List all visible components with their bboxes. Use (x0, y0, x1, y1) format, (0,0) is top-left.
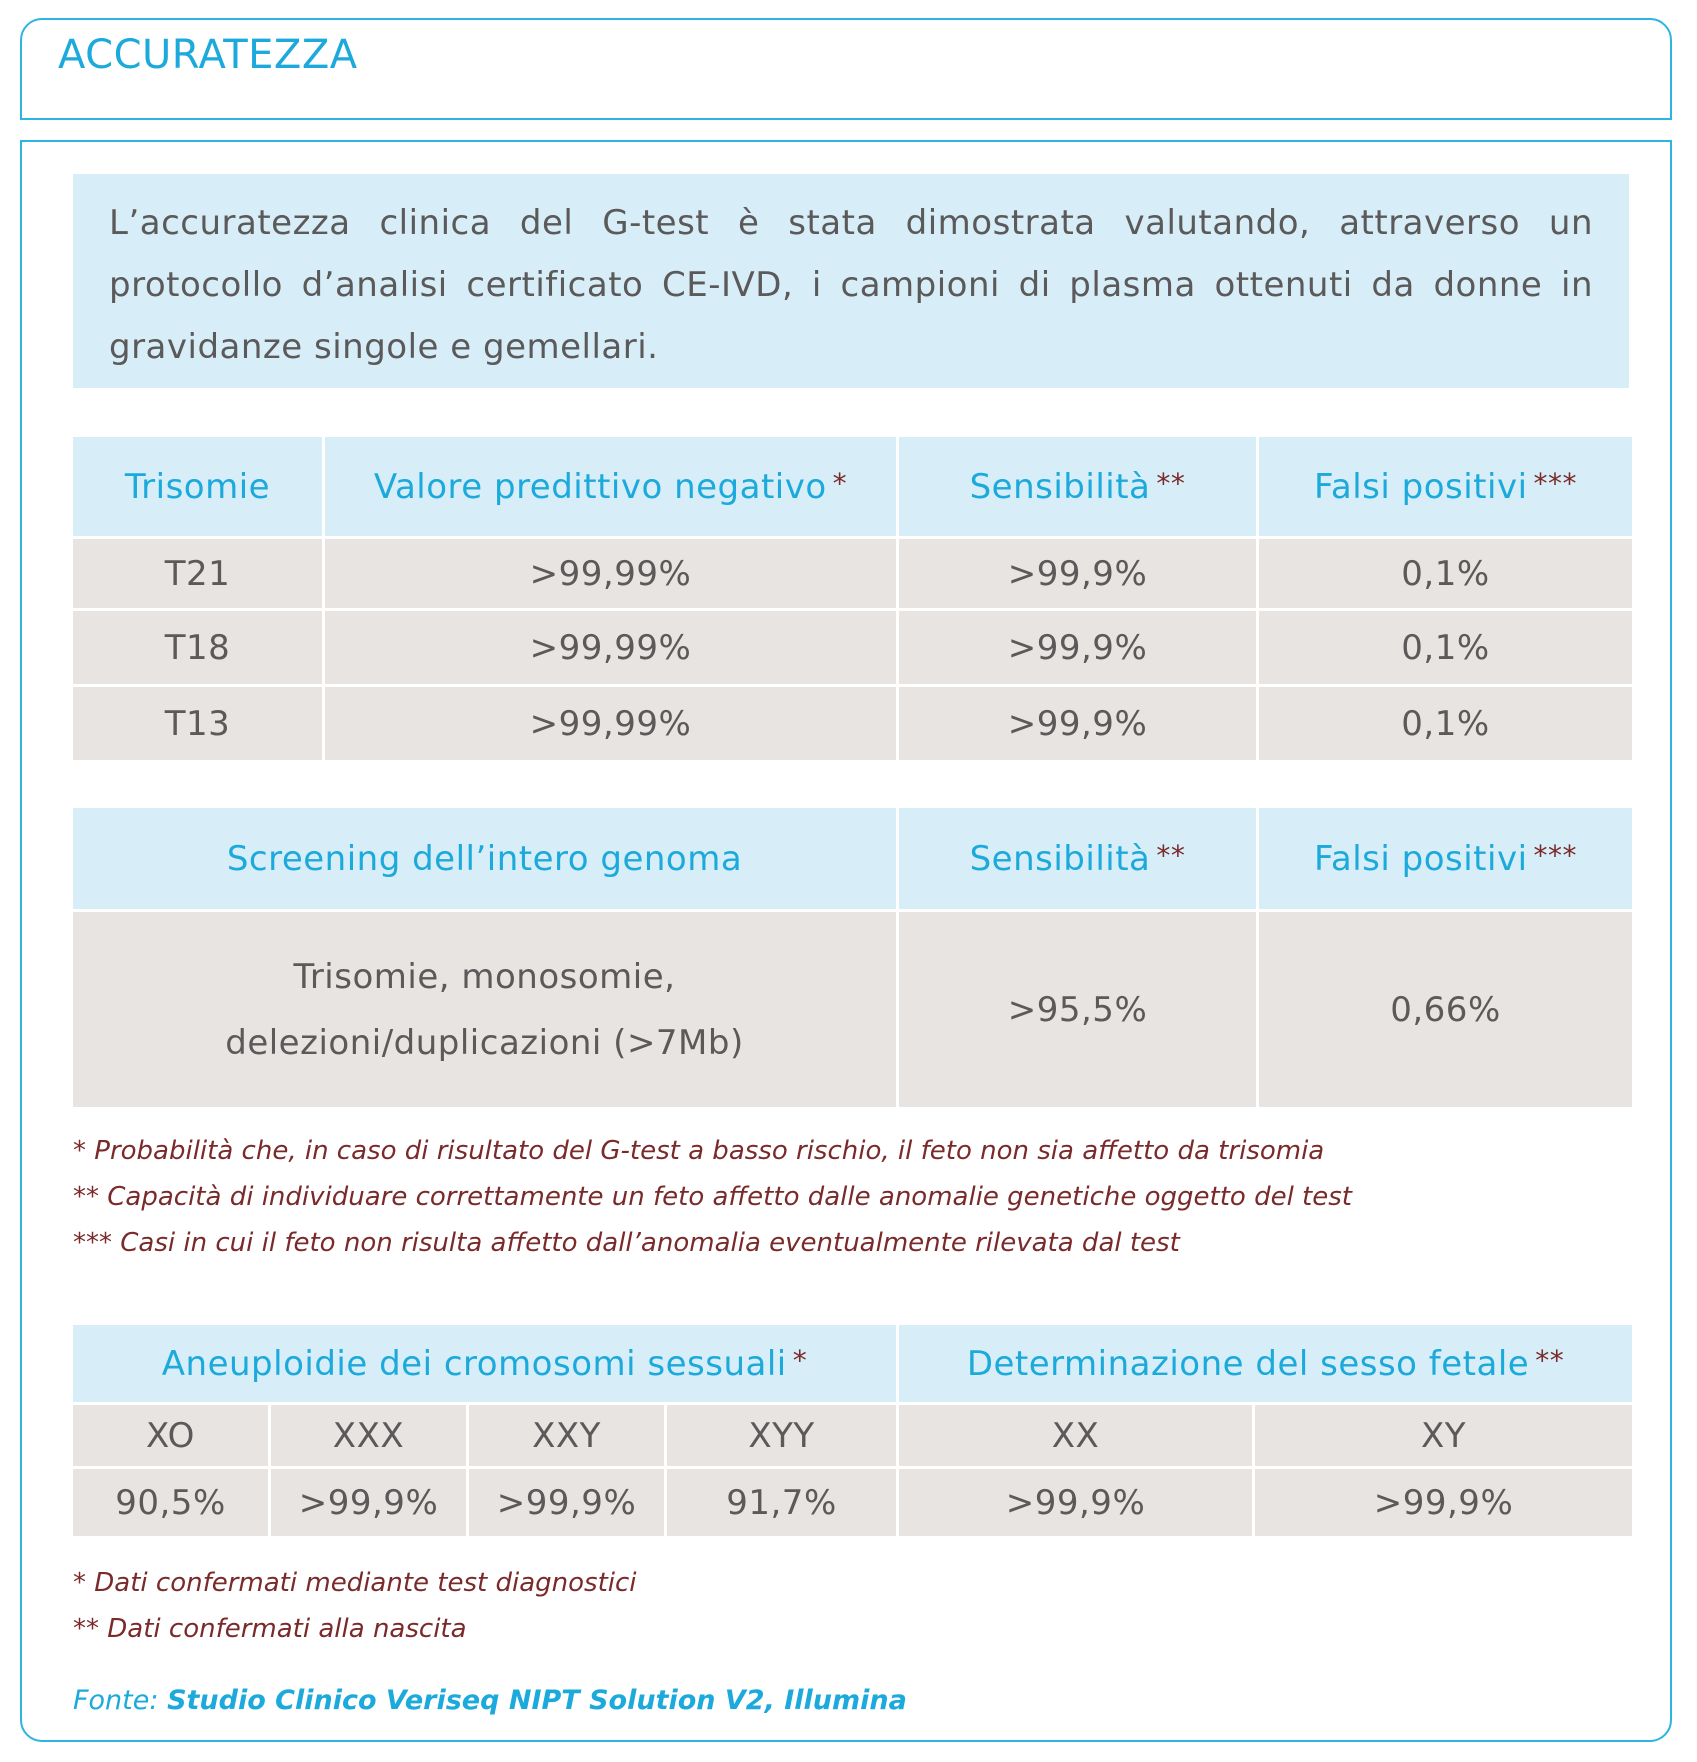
intro-text: L’accuratezza clinica del G-test è stata dimostrata valutando, attraverso un protocollo d’analisi certificato CE-IVD, i campioni di plasma ottenuti da donne in gravidanze singole e gemellari. (109, 203, 1593, 367)
header-genome-screening: Screening dell’intero genoma (72, 807, 898, 911)
cell-value: >99,9% (468, 1468, 666, 1538)
section-title: ACCURATEZZA (58, 32, 358, 78)
footnote: ** Dati confermati alla nascita (73, 1614, 467, 1644)
footnotes-sex (73, 1560, 637, 1652)
cell-trisomy: T13 (72, 686, 324, 762)
header-sensitivity: Sensibilità ** (898, 807, 1258, 911)
header-false-positives: Falsi positivi *** (1258, 436, 1634, 538)
header-false-positives: Falsi positivi *** (1258, 807, 1634, 911)
cell-false-positives: 0,1% (1258, 610, 1634, 686)
cell-false-positives: 0,66% (1258, 911, 1634, 1109)
header-fetal-sex: Determinazione del sesso fetale ** (898, 1324, 1634, 1404)
cell-value: >99,9% (1254, 1468, 1634, 1538)
column-label: XXX (270, 1404, 468, 1468)
trisomy-table (70, 434, 1635, 763)
sex-chromosome-table (70, 1322, 1635, 1539)
footnote: *** Casi in cui il feto non risulta affetto dall’anomalia eventualmente rilevata dal test (73, 1228, 1180, 1258)
cell-sensitivity: >99,9% (898, 686, 1258, 762)
cell-npv: >99,99% (324, 686, 898, 762)
cell-npv: >99,99% (324, 538, 898, 610)
table-row (72, 686, 1634, 762)
column-label: XY (1254, 1404, 1634, 1468)
source-value: Studio Clinico Veriseq NIPT Solution V2, Illumina (167, 1685, 907, 1716)
header-sensitivity: Sensibilità ** (898, 436, 1258, 538)
column-label: XO (72, 1404, 270, 1468)
cell-sensitivity: >95,5% (898, 911, 1258, 1109)
cell-sensitivity: >99,9% (898, 610, 1258, 686)
cell-value: >99,9% (270, 1468, 468, 1538)
column-label: XXY (468, 1404, 666, 1468)
cell-false-positives: 0,1% (1258, 538, 1634, 610)
footnote: * Dati confermati mediante test diagnostici (73, 1568, 637, 1598)
table-row (72, 1468, 1634, 1538)
cell-sensitivity: >99,9% (898, 538, 1258, 610)
table-row (72, 538, 1634, 610)
footnote: ** Capacità di individuare correttamente un feto affetto dalle anomalie genetiche oggetto del test (73, 1182, 1352, 1212)
header-trisomie: Trisomie (72, 436, 324, 538)
table-row (72, 1404, 1634, 1468)
header-sex-aneuploidy: Aneuploidie dei cromosomi sessuali * (72, 1324, 898, 1404)
cell-value: 91,7% (666, 1468, 898, 1538)
cell-trisomy: T21 (72, 538, 324, 610)
source-label: Fonte: (73, 1685, 159, 1716)
intro-box (73, 174, 1629, 388)
footnote: * Probabilità che, in caso di risultato del G-test a basso rischio, il feto non sia affetto da trisomia (73, 1136, 1325, 1166)
cell-npv: >99,99% (324, 610, 898, 686)
genome-screening-table (70, 805, 1635, 1110)
cell-false-positives: 0,1% (1258, 686, 1634, 762)
footnotes-main (73, 1128, 1352, 1266)
source-citation (73, 1685, 907, 1716)
column-label: XYY (666, 1404, 898, 1468)
table-row (72, 911, 1634, 1109)
cell-trisomy: T18 (72, 610, 324, 686)
header-npv: Valore predittivo negativo * (324, 436, 898, 538)
cell-value: >99,9% (898, 1468, 1254, 1538)
table-row (72, 610, 1634, 686)
column-label: XX (898, 1404, 1254, 1468)
cell-genome-label: Trisomie, monosomie, delezioni/duplicazioni (>7Mb) (72, 911, 898, 1109)
cell-value: 90,5% (72, 1468, 270, 1538)
